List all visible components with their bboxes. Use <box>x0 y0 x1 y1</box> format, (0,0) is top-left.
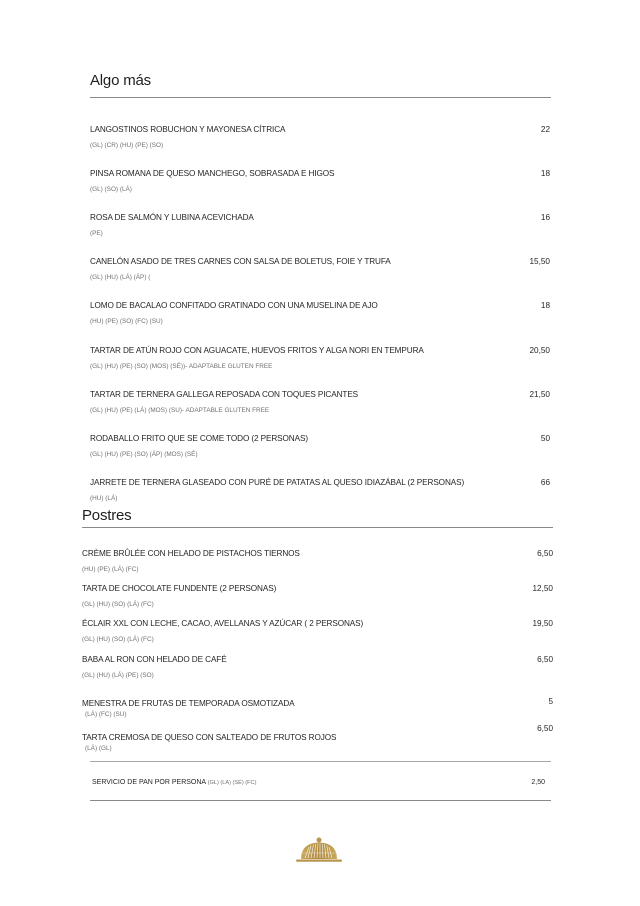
bread-service-allergens: (GL) (LA) (SÉ) (FC) <box>207 780 257 786</box>
item-name: MENESTRA DE FRUTAS DE TEMPORADA OSMOTIZADA <box>82 699 295 708</box>
item-allergens: (LÁ) (GL) <box>85 745 112 752</box>
item-price: 15,50 <box>529 257 550 266</box>
item-price: 18 <box>540 301 550 310</box>
cloche-icon <box>293 835 345 867</box>
item-name: JARRETE DE TERNERA GLASEADO CON PURÉ DE PATATAS AL QUESO IDIAZÁBAL (2 PERSONAS) <box>90 478 465 487</box>
item-allergens: (HU) (LÁ) <box>90 495 118 502</box>
section-divider <box>82 527 553 528</box>
item-price: 19,50 <box>532 619 553 628</box>
item-name: TARTA DE CHOCOLATE FUNDENTE (2 PERSONAS) <box>82 584 277 593</box>
item-allergens: (GL) (HU) (SO) (LÁ) (FC) <box>82 636 154 643</box>
item-name: LANGOSTINOS ROBUCHON Y MAYONESA CÍTRICA <box>90 125 286 134</box>
item-name: BABA AL RON CON HELADO DE CAFÉ <box>82 655 227 664</box>
item-allergens: (LÁ) (FC) (SU) <box>85 711 127 718</box>
section-title-algo-mas: Algo más <box>90 72 151 89</box>
item-price: 21,50 <box>529 390 550 399</box>
section-title-postres: Postres <box>82 507 132 524</box>
item-name: TARTAR DE TERNERA GALLEGA REPOSADA CON TOQUES PICANTES <box>90 390 359 399</box>
item-allergens: (GL) (HU) (PE) (LÁ) (MOS) (SU)- ADAPTABLE GLUTEN FREE <box>90 407 270 414</box>
item-price: 18 <box>540 169 550 178</box>
item-allergens: (GL) (HU) (SO) (LÁ) (FC) <box>82 601 154 608</box>
item-allergens: (HU) (PE) (LÁ) (FC) <box>82 566 139 573</box>
item-allergens: (GL) (CR) (HU) (PE) (SO) <box>90 142 164 149</box>
item-name: CRÈME BRÛLÉE CON HELADO DE PISTACHOS TIERNOS <box>82 549 300 558</box>
item-price: 20,50 <box>529 346 550 355</box>
item-price: 5 <box>548 697 553 706</box>
bread-service-price: 2,50 <box>531 779 545 786</box>
item-allergens: (GL) (SO) (LÁ) <box>90 186 132 193</box>
item-allergens: (GL) (HU) (LÁ) (ÁP) ( <box>90 274 151 281</box>
item-name: RODABALLO FRITO QUE SE COME TODO (2 PERSONAS) <box>90 434 308 443</box>
item-name: TARTAR DE ATÚN ROJO CON AGUACATE, HUEVOS FRITOS Y ALGA NORI EN TEMPURA <box>90 346 424 355</box>
bread-divider-top <box>90 761 551 762</box>
item-name: ROSA DE SALMÓN Y LUBINA ACEVICHADA <box>90 213 254 222</box>
item-price: 6,50 <box>537 724 553 733</box>
bread-divider-bottom <box>90 800 551 801</box>
item-allergens: (PE) <box>90 230 103 237</box>
item-price: 6,50 <box>537 655 553 664</box>
bread-service-label: SERVICIO DE PAN POR PERSONA <box>92 779 206 786</box>
item-allergens: (GL) (HU) (PE) (SO) (ÁP) (MOS) (SÉ) <box>90 451 198 458</box>
item-name: ÉCLAIR XXL CON LECHE, CACAO, AVELLANAS Y AZÚCAR ( 2 PERSONAS) <box>82 619 364 628</box>
item-price: 12,50 <box>532 584 553 593</box>
item-price: 50 <box>540 434 550 443</box>
item-name: CANELÓN ASADO DE TRES CARNES CON SALSA DE BOLETUS, FOIE Y TRUFA <box>90 257 391 266</box>
section-divider <box>90 97 551 98</box>
item-price: 22 <box>540 125 550 134</box>
item-allergens: (HU) (PE) (SO) (FC) (SU) <box>90 318 163 325</box>
item-price: 6,50 <box>537 549 553 558</box>
item-name: TARTA CREMOSA DE QUESO CON SALTEADO DE FRUTOS ROJOS <box>82 733 337 742</box>
item-allergens: (GL) (HU) (PE) (SO) (MOS) (SÉ))- ADAPTABLE GLUTEN FREE <box>90 363 273 370</box>
bread-service-name <box>92 779 256 786</box>
item-name: PINSA ROMANA DE QUESO MANCHEGO, SOBRASADA E HIGOS <box>90 169 335 178</box>
item-price: 66 <box>540 478 550 487</box>
item-allergens: (GL) (HU) (LÁ) (PE) (SO) <box>82 672 154 679</box>
item-name: LOMO DE BACALAO CONFITADO GRATINADO CON UNA MUSELINA DE AJO <box>90 301 378 310</box>
item-price: 16 <box>540 213 550 222</box>
